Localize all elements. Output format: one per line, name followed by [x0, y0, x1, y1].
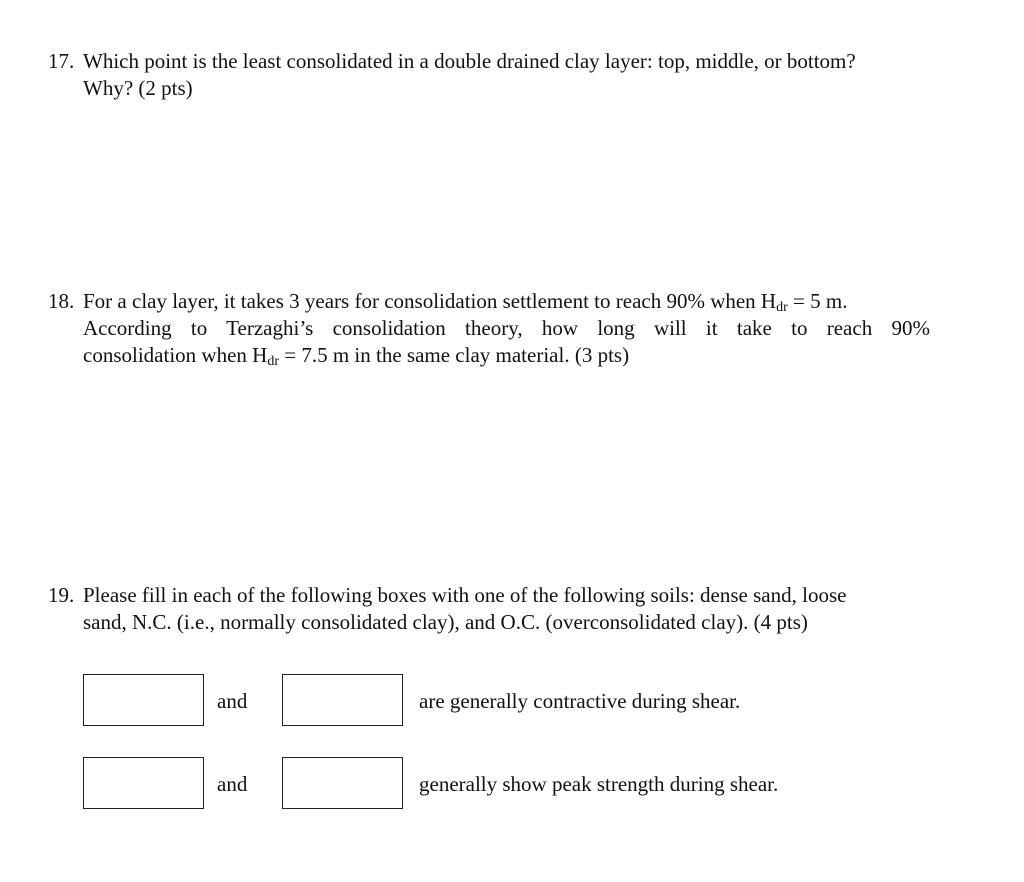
question-19 — [48, 582, 930, 636]
question-18-hdr-subscript-2: dr — [267, 354, 279, 369]
question-18-text-3b: = 7.5 m in the same clay material. (3 pts) — [278, 343, 630, 367]
question-18-line-2-wrap — [48, 315, 930, 342]
question-17-number: 17. — [48, 49, 75, 73]
row-2-statement: generally show peak strength during shear. — [419, 772, 779, 796]
question-18-text-3a: consolidation when H — [83, 343, 268, 367]
question-18-text-1b: = 5 m. — [787, 289, 848, 313]
question-18-line-3 — [48, 342, 930, 369]
question-19-number: 19. — [48, 583, 75, 607]
row-1-connector: and — [217, 689, 248, 713]
question-17-line-2: Why? (2 pts) — [83, 76, 193, 100]
row-1-statement: are generally contractive during shear. — [419, 689, 741, 713]
answer-box-1a[interactable] — [83, 674, 204, 726]
question-17-line-1 — [48, 48, 930, 75]
fill-in-row-1 — [0, 674, 1024, 728]
fill-in-row-2 — [0, 757, 1024, 811]
question-18 — [48, 288, 930, 369]
answer-box-1b[interactable] — [282, 674, 403, 726]
question-19-text: Please fill in each of the following boxes with one of the following soils: dense sand, loose — [83, 583, 847, 607]
question-18-number: 18. — [48, 289, 75, 313]
question-18-line-1 — [48, 288, 930, 315]
question-18-text-1a: For a clay layer, it takes 3 years for consolidation settlement to reach 90% when H — [83, 289, 777, 313]
question-17 — [48, 48, 930, 102]
question-19-line-2: sand, N.C. (i.e., normally consolidated clay), and O.C. (overconsolidated clay). (4 pts) — [83, 610, 808, 634]
answer-box-2a[interactable] — [83, 757, 204, 809]
question-19-line-1 — [48, 582, 930, 609]
row-2-connector: and — [217, 772, 248, 796]
question-18-text-1 — [83, 288, 847, 315]
question-18-hdr-subscript-1: dr — [776, 300, 788, 315]
question-17-text: Which point is the least consolidated in a double drained clay layer: top, middle, or bottom? — [83, 49, 856, 73]
question-18-line-2: According to Terzaghi’s consolidation theory, how long will it take to reach 90% — [83, 316, 930, 340]
answer-box-2b[interactable] — [282, 757, 403, 809]
